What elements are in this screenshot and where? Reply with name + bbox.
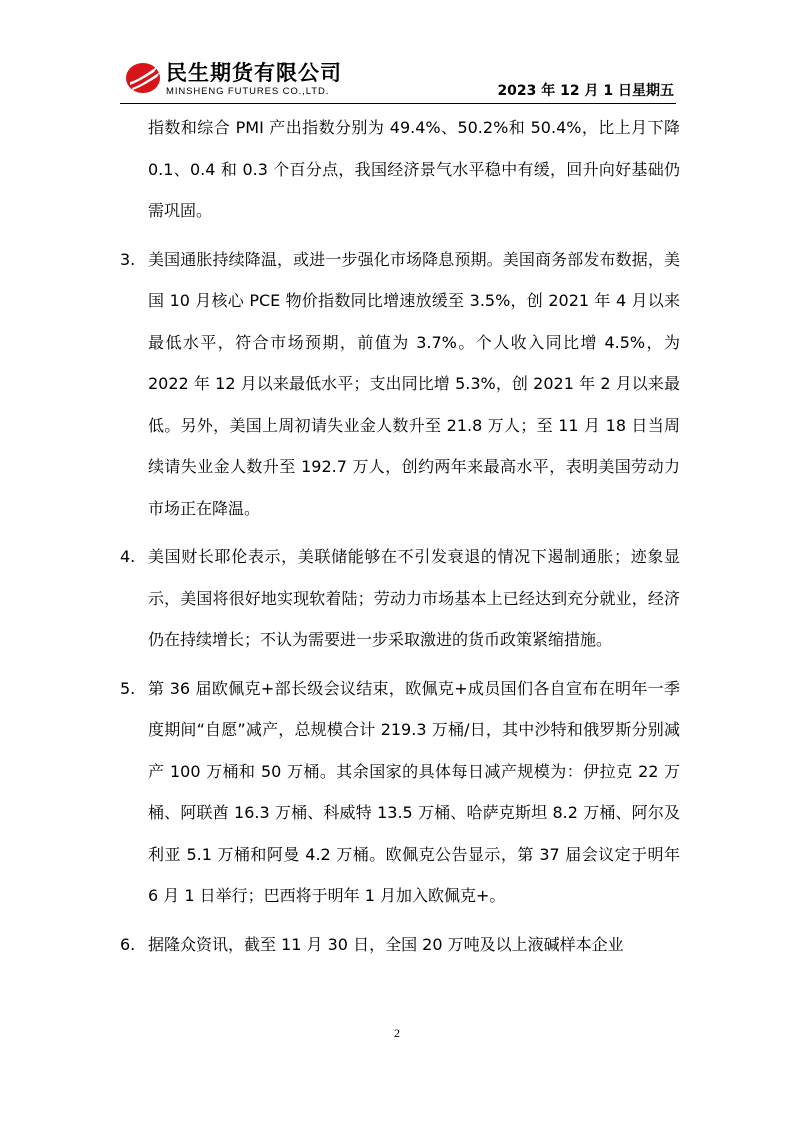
list-item (120, 239, 680, 530)
list-item (120, 668, 680, 917)
list-item (120, 536, 680, 661)
list-item-number: 6. (120, 934, 136, 954)
list-item-text: 美国通胀持续降温，或进一步强化市场降息预期。美国商务部发布数据，美国 10 月核心 PCE 物价指数同比增速放缓至 3.5%，创 2021 年 4 月以来最低水平，符合市场预期，前值为 3.7%。个人收入同比增 4.5%，为 2022 年 12 月以来最低水平；支出同比增 5.3%，创 2021 年 2 月以来最低。另外，美国上周初请失业金人数升至 21.8 万人；至 11 月 18 日当周续请失业金人数升至 192.7 万人，创约两年来最高水平，表明美国劳动力市场正在降温。 (148, 249, 680, 518)
document-body (120, 107, 680, 965)
paragraph-text: 指数和综合 PMI 产出指数分别为 49.4%、50.2%和 50.4%，比上月下降 0.1、0.4 和 0.3 个百分点，我国经济景气水平稳中有缓，回升向好基础仍需巩固。 (148, 118, 680, 220)
logo-chinese-name: 民生期货有限公司 (166, 61, 342, 85)
logo-english-name: MINSHENG FUTURES CO.,LTD. (166, 86, 330, 97)
page-header (120, 50, 676, 104)
list-item-number: 3. (120, 249, 136, 269)
company-logo (124, 54, 364, 100)
continued-paragraph (120, 107, 680, 232)
minsheng-logo-icon (124, 58, 164, 96)
page-number: 2 (394, 1026, 400, 1040)
report-date: 2023 年 12 月 1 日星期五 (497, 83, 674, 99)
list-item-number: 5. (120, 678, 136, 698)
list-item-text: 第 36 届欧佩克+部长级会议结束，欧佩克+成员国们各自宣布在明年一季度期间“自愿”减产，总规模合计 219.3 万桶/日，其中沙特和俄罗斯分别减产 100 万桶和 50 万桶。其余国家的具体每日减产规模为：伊拉克 22 万桶、阿联酋 16.3 万桶、科威特 13.5 万桶、哈萨克斯坦 8.2 万桶、阿尔及利亚 5.1 万桶和阿曼 4.2 万桶。欧佩克公告显示，第 37 届会议定于明年 6 月 1 日举行；巴西将于明年 1 月加入欧佩克+。 (148, 678, 680, 905)
list-item-number: 4. (120, 547, 136, 566)
list-item-text: 据隆众资讯，截至 11 月 30 日，全国 20 万吨及以上液碱样本企业 (148, 934, 624, 954)
list-item-text: 美国财长耶伦表示，美联储能够在不引发衰退的情况下遏制通胀；迹象显示，美国将很好地实现软着陆；劳动力市场基本上已经达到充分就业，经济仍在持续增长；不认为需要进一步采取激进的货币政策紧缩措施。 (148, 547, 680, 649)
list-item (120, 924, 680, 966)
